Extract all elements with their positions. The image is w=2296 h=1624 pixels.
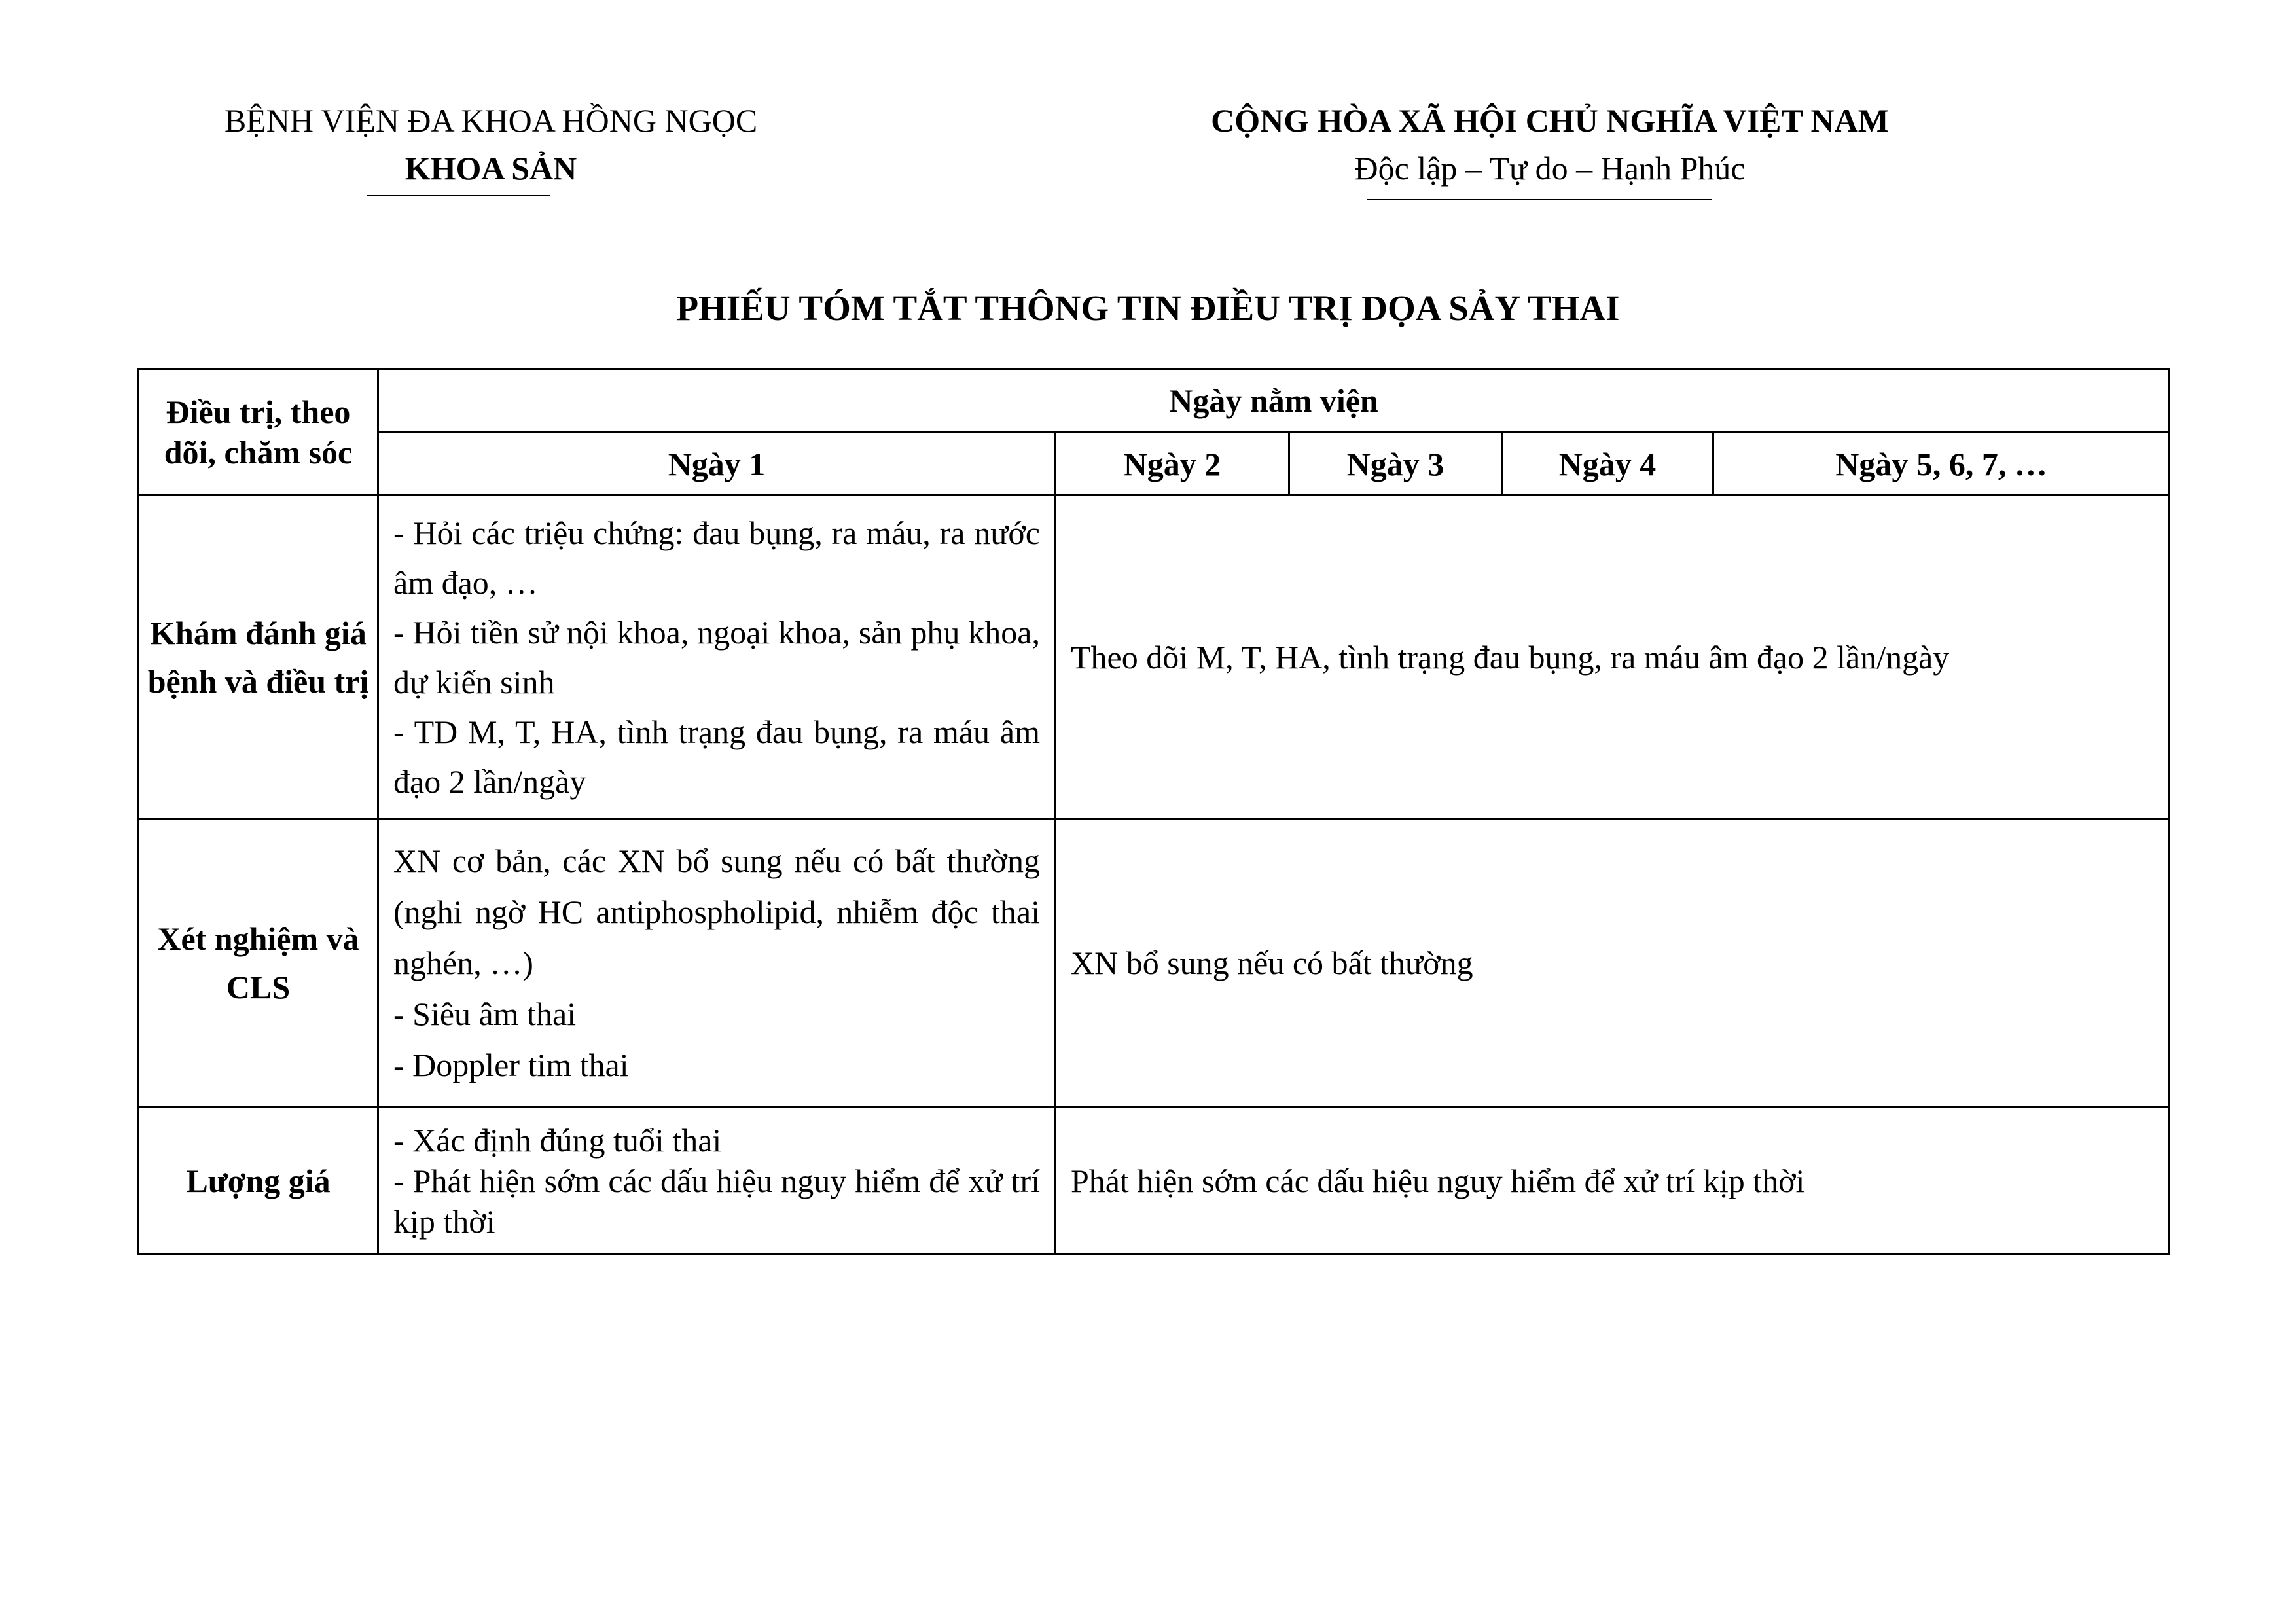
treatment-summary-table xyxy=(137,368,2170,1255)
following-days-cell-evaluation: Phát hiện sớm các dấu hiệu nguy hiểm để xử trí kịp thời xyxy=(1056,1108,2170,1254)
department-name: KHOA SẢN xyxy=(404,150,577,187)
table-row-evaluation xyxy=(139,1108,2170,1254)
day-header-3: Ngày 3 xyxy=(1289,433,1502,496)
department-underline xyxy=(367,195,550,196)
day-header-2: Ngày 2 xyxy=(1056,433,1289,496)
day1-line: - Hỏi tiền sử nội khoa, ngoại khoa, sản phụ khoa, dự kiến sinh xyxy=(393,613,1040,700)
national-motto: Độc lập – Tự do – Hạnh Phúc xyxy=(1354,150,1746,187)
day1-line: - Phát hiện sớm các dấu hiệu nguy hiểm để xử trí kịp thời xyxy=(393,1162,1040,1240)
table-row-examination xyxy=(139,496,2170,819)
day1-line: XN cơ bản, các XN bổ sung nếu có bất thường (nghi ngờ HC antiphospholipid, nhiễm độc thai nghén, …) xyxy=(393,842,1040,981)
day-header-5-plus: Ngày 5, 6, 7, … xyxy=(1713,433,2170,496)
row-label-examination: Khám đánh giá bệnh và điều trị xyxy=(139,496,378,819)
day1-cell-examination xyxy=(378,496,1056,819)
day1-cell-tests xyxy=(378,819,1056,1108)
day-header-1: Ngày 1 xyxy=(378,433,1056,496)
day1-line: - TD M, T, HA, tình trạng đau bụng, ra máu âm đạo 2 lần/ngày xyxy=(393,713,1040,800)
group-header-hospital-days: Ngày nằm viện xyxy=(378,369,2170,433)
table-header-row-1 xyxy=(139,369,2170,433)
corner-header: Điều trị, theo dõi, chăm sóc xyxy=(139,369,378,496)
day1-line: - Hỏi các triệu chứng: đau bụng, ra máu, ra nước âm đạo, … xyxy=(393,514,1040,601)
following-days-cell-examination: Theo dõi M, T, HA, tình trạng đau bụng, ra máu âm đạo 2 lần/ngày xyxy=(1056,496,2170,819)
hospital-name: BỆNH VIỆN ĐA KHOA HỒNG NGỌC xyxy=(224,102,758,139)
table-header-row-2 xyxy=(139,433,2170,496)
motto-underline xyxy=(1367,199,1712,200)
day1-line: - Doppler tim thai xyxy=(393,1047,629,1083)
document-title: PHIẾU TÓM TẮT THÔNG TIN ĐIỀU TRỊ DỌA SẢY THAI xyxy=(676,288,1620,328)
country-name: CỘNG HÒA XÃ HỘI CHỦ NGHĨA VIỆT NAM xyxy=(1211,102,1889,139)
row-label-tests: Xét nghiệm và CLS xyxy=(139,819,378,1108)
day1-line: - Siêu âm thai xyxy=(393,996,577,1032)
day1-line: - Xác định đúng tuổi thai xyxy=(393,1121,722,1159)
table-row-tests xyxy=(139,819,2170,1108)
row-label-evaluation: Lượng giá xyxy=(139,1108,378,1254)
following-days-cell-tests: XN bổ sung nếu có bất thường xyxy=(1056,819,2170,1108)
day1-cell-evaluation xyxy=(378,1108,1056,1254)
day-header-4: Ngày 4 xyxy=(1502,433,1713,496)
